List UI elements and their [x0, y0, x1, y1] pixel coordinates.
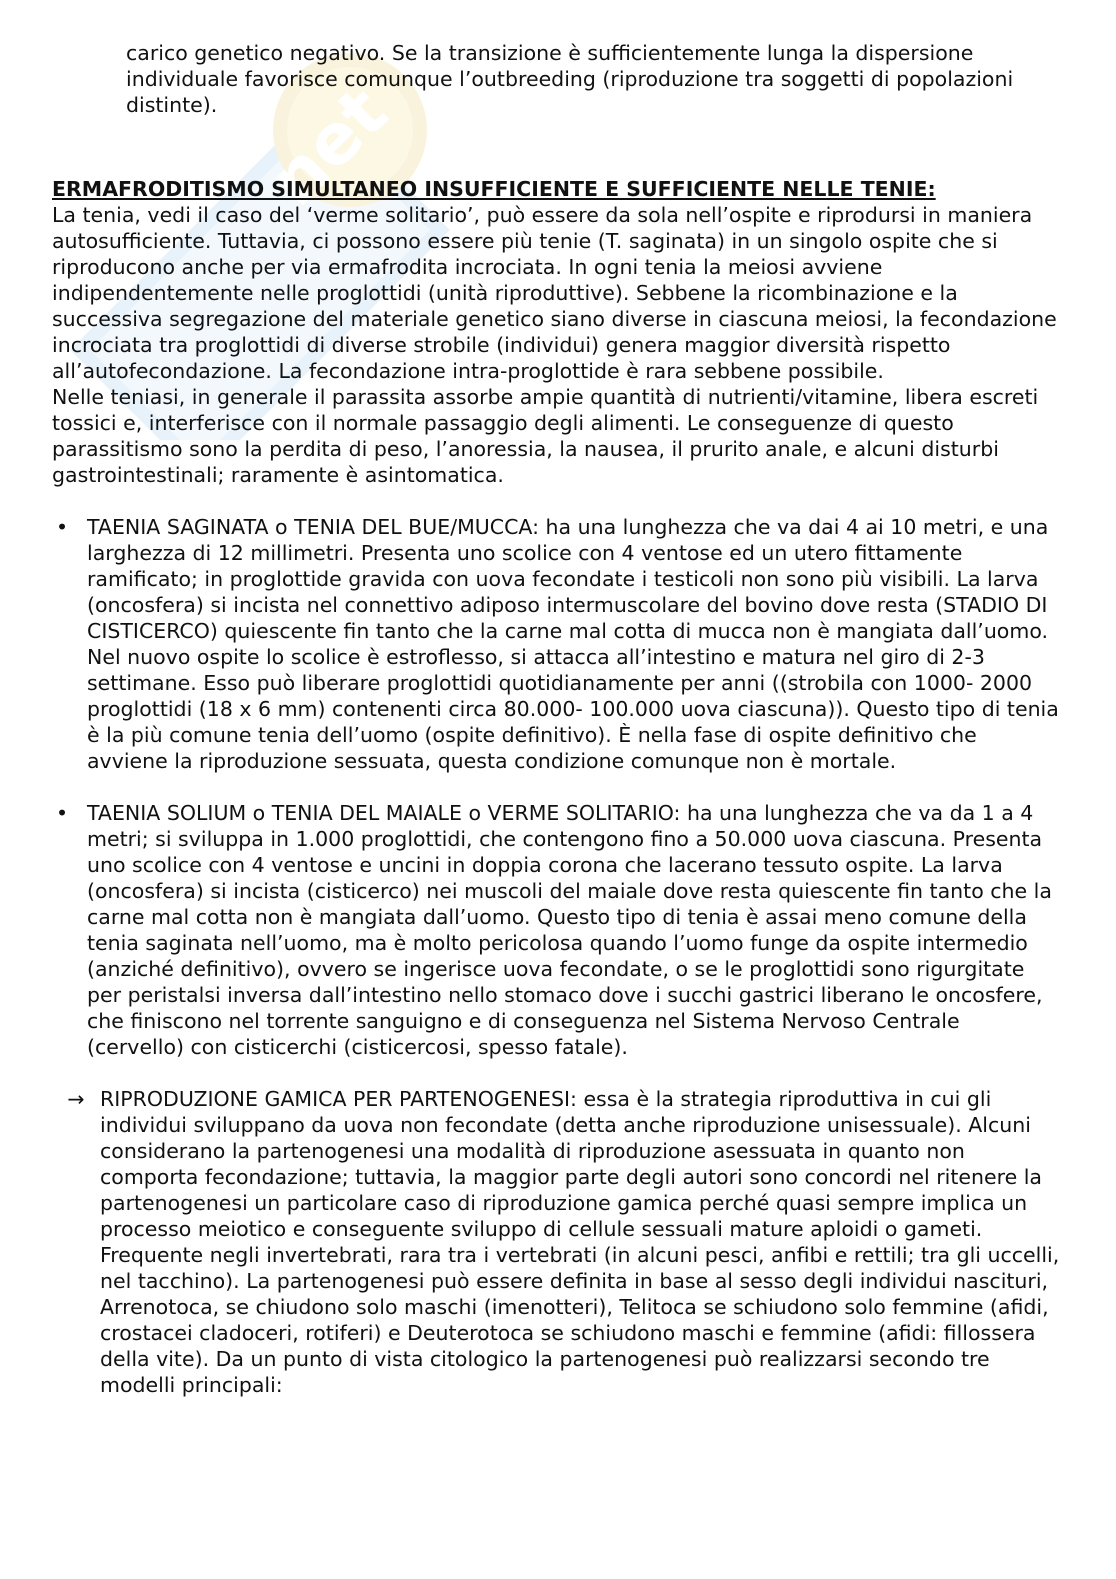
arrow-right-icon: →: [67, 1087, 85, 1111]
bullet-text: TAENIA SOLIUM o TENIA DEL MAIALE o VERME SOLITARIO: ha una lunghezza che va da 1 a 4 metri; si sviluppa in 1.000 proglottidi, che contengono fino a 50.000 uova ciascuna. Presenta uno scolice con 4 ventose e uncini in doppia corona che lacerano tessuto ospite. La larva (oncosfera) si incista (cisticerco) nei muscoli del maiale dove resta quiescente fin tanto che la carne mal cotta non è mangiata dall’uomo. Questo tipo di tenia è assai meno comune della tenia saginata nell’uomo, ma è molto pericolosa quando l’uomo funge da ospite intermedio (anziché definitivo), ovvero se ingerisce uova fecondate, o se le proglottidi sono rigurgitate per peristalsi inversa dall’intestino nello stomaco dove i succhi gastrici liberano le oncosfere, che finiscono nel torrente sanguigno e di conseguenza nel Sistema Nervoso Centrale (cervello) con cisticerchi (cisticercosi, spesso fatale).: [87, 801, 1052, 1059]
bullet-taenia-solium: [55, 800, 1062, 1060]
document-page: [52, 40, 1062, 1398]
arrow-item-text: RIPRODUZIONE GAMICA PER PARTENOGENESI: essa è la strategia riproduttiva in cui gli individui sviluppano da uova non fecondate (detta anche riproduzione unisessuale). Alcuni considerano la partenogenesi una modalità di riproduzione asessuata in quanto non comporta fecondazione; tuttavia, la maggior parte degli autori sono concordi nel ritenere la partenogenesi un particolare caso di riproduzione gamica perché quasi sempre implica un processo meiotico e conseguente sviluppo di cellule sessuali mature aploidi o gameti. Frequente negli invertebrati, rara tra i vertebrati (in alcuni pesci, anfibi e rettili; tra gli uccelli, nel tacchino). La partenogenesi può essere definita in base al sesso degli individui nascituri, Arrenotoca, se chiudono solo maschi (imenotteri), Telitoca se schiudono solo femmine (afidi, crostacei cladoceri, rotiferi) e Deuterotoca se schiudono maschi e femmine (afidi: fillossera della vite). Da un punto di vista citologico la partenogenesi può realizzarsi secondo tre modelli principali:: [100, 1087, 1060, 1397]
svg-text:net: net: [252, 71, 404, 222]
bullet-taenia-saginata: [55, 514, 1062, 774]
section-heading: ERMAFRODITISMO SIMULTANEO INSUFFICIENTE E SUFFICIENTE NELLE TENIE:: [52, 177, 936, 201]
intro-continuation: carico genetico negativo. Se la transizione è sufficientemente lunga la dispersione individuale favorisce comunque l’outbreeding (riproduzione tra soggetti di popolazioni distinte).: [126, 41, 1014, 117]
paragraph-teniasi: Nelle teniasi, in generale il parassita assorbe ampie quantità di nutrienti/vitamine, libera escreti tossici e, interferisce con il normale passaggio degli alimenti. Le conseguenze di questo parassitismo sono la perdita di peso, l’anoressia, la nausea, il prurito anale, e alcuni disturbi gastrointestinali; raramente è asintomatica.: [52, 385, 1039, 487]
arrow-item-partenogenesi: [67, 1086, 1062, 1398]
paragraph-tenia: La tenia, vedi il caso del ‘verme solitario’, può essere da sola nell’ospite e riprodursi in maniera autosufficiente. Tuttavia, ci possono essere più tenie (T. saginata) in un singolo ospite che si riproducono anche per via ermafrodita incrociata. In ogni tenia la meiosi avviene indipendentemente nelle proglottidi (unità riproduttive). Sebbene la ricombinazione e la successiva segregazione del materiale genetico siano diverse in ciascuna meiosi, la fecondazione incrociata tra proglottidi di diverse strobile (individui) genera maggior diversità rispetto all’autofecondazione. La fecondazione intra-proglottide è rara sebbene possibile.: [52, 203, 1057, 383]
bullet-icon: •: [55, 801, 69, 825]
bullet-text: TAENIA SAGINATA o TENIA DEL BUE/MUCCA: ha una lunghezza che va dai 4 ai 10 metri, e una larghezza di 12 millimetri. Presenta uno scolice con 4 ventose ed un utero fittamente ramificato; in proglottide gravida con uova fecondate i testicoli non sono più visibili. La larva (oncosfera) si incista nel connettivo adiposo intermuscolare del bovino dove resta (STADIO DI CISTICERCO) quiescente fin tanto che la carne mal cotta di mucca non è mangiata dall’uomo. Nel nuovo ospite lo scolice è estroflesso, si attacca all’intestino e matura nel giro di 2-3 settimane. Esso può liberare proglottidi quotidianamente per anni ((strobila con 1000- 2000 proglottidi (18 x 6 mm) contenenti circa 80.000- 100.000 uova ciascuna)). Questo tipo di tenia è la più comune tenia dell’uomo (ospite definitivo). È nella fase di ospite definitivo che avviene la riproduzione sessuata, questa condizione comunque non è mortale.: [87, 515, 1059, 773]
bullet-icon: •: [55, 515, 69, 539]
